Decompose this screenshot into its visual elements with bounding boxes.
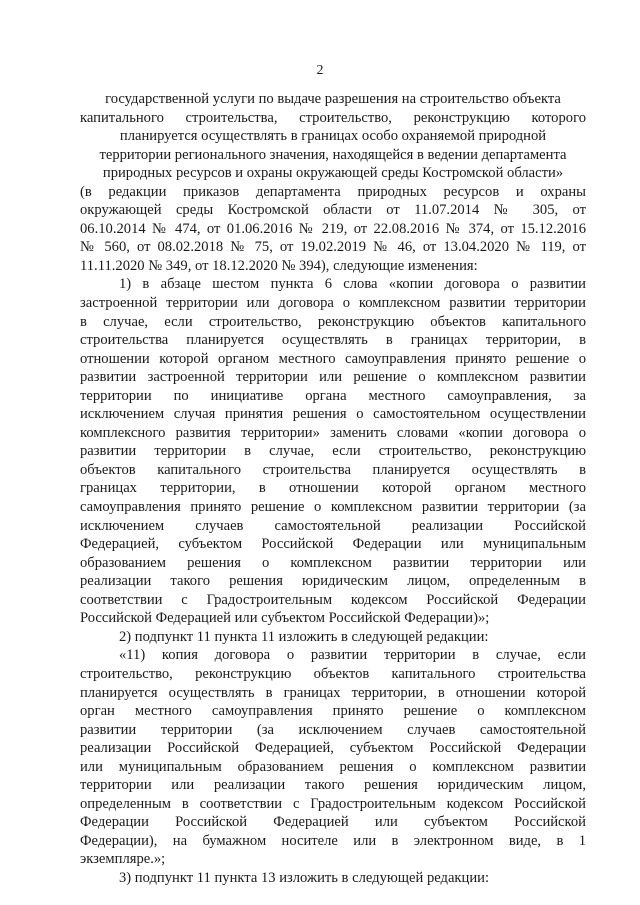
document-line: строительства планируется осуществлять в границах территории, в — [80, 332, 586, 349]
document-line: № 560, от 08.02.2018 № 75, от 19.02.2019 № 46, от 13.04.2020 № 119, от — [80, 239, 586, 256]
document-line: 1) в абзаце шестом пункта 6 слова «копии договора о развитии — [119, 276, 586, 293]
document-line: строительство, реконструкцию объектов капитального строительства — [80, 665, 586, 682]
document-line: Федерации), на бумажном носителе или в электронном виде, в 1 — [80, 832, 586, 849]
document-line: капитального строительства, строительство, реконструкцию которого — [80, 109, 586, 126]
document-line: развитии территории (за исключением случаев самостоятельной — [80, 721, 586, 738]
document-line: окружающей среды Костромской области от 11.07.2014 № 305, от — [80, 202, 586, 219]
document-line: «11) копия договора о развитии территории в случае, если — [119, 647, 586, 664]
document-line: исключением случаев самостоятельной реализации Российской — [80, 517, 586, 534]
document-line: образованием решения о комплексном развитии территории или — [80, 554, 586, 571]
document-line: Федерацией, субъектом Российской Федерации или муниципальным — [80, 536, 586, 553]
document-line: государственной услуги по выдаче разрешения на строительство объекта — [105, 91, 561, 107]
document-line: Российской Федерацией или субъектом Российской Федерации)»; — [80, 610, 490, 627]
document-line: 06.10.2014 № 474, от 01.06.2016 № 219, от 22.08.2016 № 374, от 15.12.2016 — [80, 220, 586, 237]
page-number: 2 — [316, 63, 324, 78]
document-line: в случае, если строительство, реконструкцию объектов капитального — [80, 313, 586, 330]
document-line: Федерации Российской Федерацией или субъектом Российской — [80, 814, 586, 831]
document-line: отношении которой органом местного самоуправления принято решение о — [80, 350, 586, 367]
document-line: территории регионального значения, находящейся в ведении департамента — [99, 146, 567, 163]
document-line: (в редакции приказов департамента природных ресурсов и охраны — [80, 183, 586, 200]
document-line: застроенной территории или договора о комплексном развитии территории — [80, 295, 586, 312]
document-line: территории по инициативе органа местного самоуправления, за — [80, 387, 586, 404]
document-line: самоуправления принято решение о комплексном развитии территории (за — [80, 499, 586, 516]
document-line: реализации Российской Федерацией, субъектом Российской Федерации — [80, 740, 586, 757]
document-line: 3) подпункт 11 пункта 13 изложить в следующей редакции: — [119, 869, 490, 886]
document-line: экземпляре.»; — [80, 851, 166, 868]
document-line: или муниципальным образованием решения о комплексном развитии — [80, 758, 586, 775]
document-line: соответствии с Градостроительным кодексом Российской Федерации — [80, 591, 586, 608]
document-line: комплексного развития территории» заменить словами «копии договора о — [80, 424, 586, 441]
document-line: 2) подпункт 11 пункта 11 изложить в следующей редакции: — [119, 628, 489, 645]
document-line: 11.11.2020 № 349, от 18.12.2020 № 394), следующие изменения: — [80, 257, 478, 274]
document-line: исключением случая принятия решения о самостоятельном осуществлении — [80, 406, 586, 423]
document-line: планируется осуществлять в границах особо охраняемой природной — [119, 128, 547, 145]
document-body — [80, 90, 586, 888]
document-line: развитии застроенной территории или решение о комплексном развитии — [80, 369, 586, 386]
document-line: реализации такого решения юридическим лицом, определенным в — [80, 573, 586, 590]
document-line: природных ресурсов и охраны окружающей среды Костромской области» — [102, 165, 564, 182]
document-line: объектов капитального строительства планируется осуществлять в — [80, 461, 586, 478]
document-line: границах территории, в отношении которой органом местного — [80, 480, 586, 497]
document-line: планируется осуществлять в границах территории, в отношении которой — [80, 684, 586, 701]
document-line: территории или реализации такого решения юридическим лицом, — [80, 777, 586, 794]
document-line: орган местного самоуправления принято решение о комплексном — [80, 703, 586, 720]
document-line: развитии территории в случае, если строительство, реконструкцию — [80, 443, 586, 460]
document-line: определенным в соответствии с Градостроительным кодексом Российской — [80, 795, 586, 812]
